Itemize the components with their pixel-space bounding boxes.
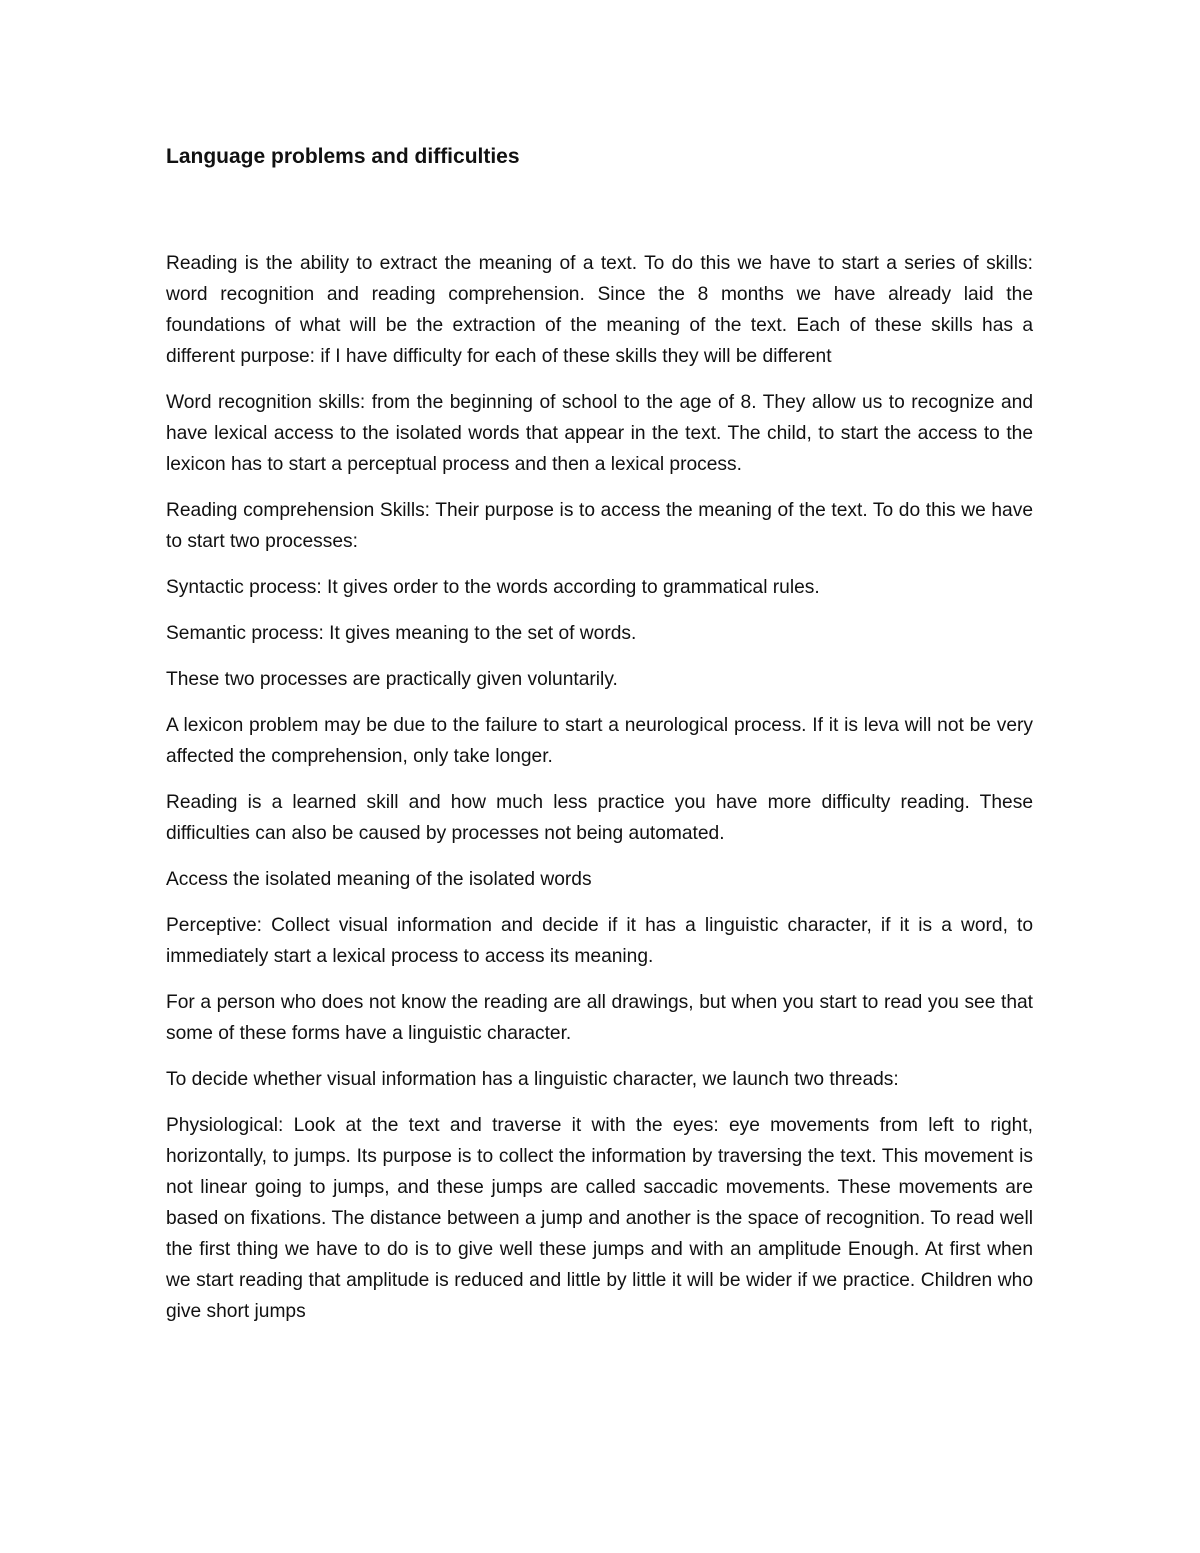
paragraph-reading-definition: Reading is the ability to extract the meaning of a text. To do this we have to start a series of skills: word recognition and reading comprehension. Since the 8 months we have already laid the foundations of what will be the extraction of the meaning of the text. Each of these skills has a different purpose: if I have difficulty for each of these skills they will be different [166,253,1033,367]
paragraph-learned-skill: Reading is a learned skill and how much less practice you have more difficulty reading. These difficulties can also be caused by processes not being automated. [166,792,1033,844]
paragraph-isolated-meaning: Access the isolated meaning of the isolated words [166,869,592,890]
paragraph-two-threads: To decide whether visual information has a linguistic character, we launch two threads: [166,1069,899,1090]
paragraph-perceptive: Perceptive: Collect visual information and decide if it has a linguistic character, if it is a word, to immediately start a lexical process to access its meaning. [166,915,1033,967]
paragraph-semantic-process: Semantic process: It gives meaning to the set of words. [166,623,637,644]
paragraph-word-recognition: Word recognition skills: from the beginning of school to the age of 8. They allow us to recognize and have lexical access to the isolated words that appear in the text. The child, to start the access to the lexicon has to start a perceptual process and then a lexical process. [166,392,1033,475]
paragraph-syntactic-process: Syntactic process: It gives order to the words according to grammatical rules. [166,577,820,598]
document-body [166,140,1033,1342]
paragraph-reading-comprehension: Reading comprehension Skills: Their purpose is to access the meaning of the text. To do this we have to start two processes: [166,500,1033,552]
paragraph-lexicon-problem: A lexicon problem may be due to the failure to start a neurological process. If it is leva will not be very affected the comprehension, only take longer. [166,715,1033,767]
paragraph-voluntary-processes: These two processes are practically given voluntarily. [166,669,618,690]
paragraph-drawings: For a person who does not know the reading are all drawings, but when you start to read you see that some of these forms have a linguistic character. [166,992,1033,1044]
paragraph-physiological: Physiological: Look at the text and traverse it with the eyes: eye movements from left to right, horizontally, to jumps. Its purpose is to collect the information by traversing the text. This movement is not linear going to jumps, and these jumps are called saccadic movements. These movements are based on fixations. The distance between a jump and another is the space of recognition. To read well the first thing we have to do is to give well these jumps and with an amplitude Enough. At first when we start reading that amplitude is reduced and little by little it will be wider if we practice. Children who give short jumps [166,1115,1033,1322]
document-title: Language problems and difficulties [166,145,520,168]
